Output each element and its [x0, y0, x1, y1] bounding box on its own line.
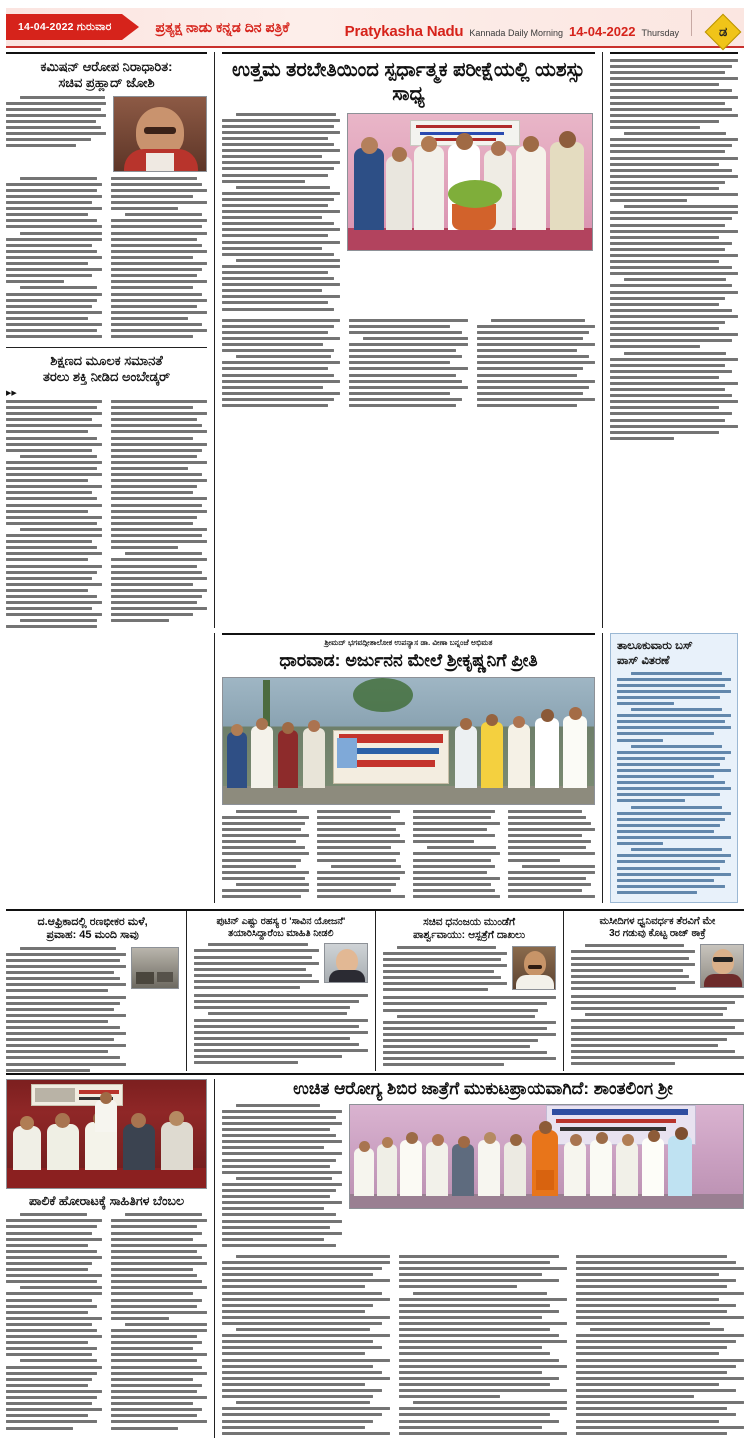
putin-headline-2: ತಯಾರಿಸಿದ್ದಾರೆಂಬ ಮಾಹಿತಿ ನೀಡಲಿ [228, 927, 334, 939]
divider [6, 52, 207, 54]
bottom-row [6, 1079, 744, 1438]
health-photo [349, 1104, 744, 1209]
lead-headline: ಉತ್ತಮ ತರಬೇತಿಯಿಂದ ಸ್ಪರ್ಧಾತ್ಮಕ ಪರೀಕ್ಷೆಯಲ್ಲಿ ಯಶಸ್ಸು ಸಾಧ್ಯ [232, 59, 585, 105]
middle-row [6, 633, 744, 903]
minister-headline-1: ಸಚಿವ ಧನಂಜಯ ಮುಂಡೆಗೆ [423, 915, 516, 928]
safrica-headline-1: ದ.ಆಫ್ರಿಕಾದಲ್ಲಿ ರಣಭೀಕರ ಮಳೆ, [37, 915, 148, 928]
mosque-text [571, 944, 695, 993]
lead-text-cols [222, 319, 595, 410]
mosque-text-cont [571, 995, 744, 1065]
buspass-box [610, 633, 738, 903]
mosque-headline-2: 3ರ ಗಡುವು ಕೊಟ್ಟ ರಾಜ್ ಠಾಕ್ರೆ [609, 928, 706, 940]
palike-headline: ಪಾಲಿಕೆ ಹೋರಾಟಕ್ಕೆ ಸಾಹಿತಿಗಳ ಬೆಂಬಲ [28, 1193, 185, 1208]
minister-text-cont [383, 996, 556, 1066]
story-lead [214, 52, 602, 628]
masthead-date-kannada: 14-04-2022 ಗುರುವಾರ [6, 14, 122, 40]
story-health [214, 1079, 744, 1438]
middle-left-spacer [6, 633, 214, 903]
commission-photo [113, 96, 207, 172]
story-safrica [6, 911, 186, 1071]
minister-photo [512, 946, 556, 990]
story-putin [186, 911, 374, 1071]
story-dharwad [214, 633, 602, 903]
buspass-text [617, 672, 731, 894]
lead-photo [347, 113, 593, 251]
top-row [6, 52, 744, 628]
commission-text-col-1 [6, 96, 106, 172]
masthead-tagline: Kannada Daily Morning [469, 27, 563, 38]
masthead-subtitle-kannada: ಪ್ರತ್ಯಕ್ಷ ನಾಡು ಕನ್ನಡ ದಿನ ಪತ್ರಿಕೆ [155, 18, 290, 35]
commission-text-cols [6, 177, 207, 342]
divider [222, 633, 595, 635]
newspaper-logo-icon [705, 13, 742, 50]
dharwad-headline: ಧಾರವಾಡ: ಅರ್ಜುನನ ಮೇಲೆ ಶ್ರೀಕೃಷ್ಣನಿಗೆ ಪ್ರೀತಿ [279, 650, 538, 671]
ambedkar-headline-2: ತರಲು ಶಕ್ತಿ ನೀಡಿದ ಅಂಬೇಡ್ಕರ್ [42, 369, 171, 385]
health-top-block [222, 1104, 744, 1250]
dharwad-text-cols [222, 810, 595, 901]
buspass-headline-1: ತಾಲೂಕುವಾರು ಬಸ್ [617, 640, 693, 653]
minister-headline-2: ಪಾರ್ಶ್ವವಾಯು: ಆಸ್ಪತ್ರೆಗೆ ದಾಖಲು [413, 928, 526, 941]
safrica-headline-2: ಪ್ರವಾಹ: 45 ಮಂದಿ ಸಾವು [46, 929, 139, 942]
divider [222, 52, 595, 54]
dharwad-kicker: ಶ್ರೀಮದ್ ಭಗವದ್ಗೀತಾಲೋಕ ಉಪನ್ಯಾಸ ಡಾ. ವೀಣಾ ಬನ್ನಂಜೆ ಅಭಿಮತ [324, 638, 493, 648]
putin-headline-1: ಪುಟಿನ್ ಎಷ್ಟು ರಹಸ್ಯ ರ 'ಸಾವಿನ ಯೋಜನೆ' [216, 915, 346, 927]
divider [6, 347, 207, 348]
story-palike [6, 1079, 214, 1438]
masthead-date-en: 14-04-2022 [568, 23, 636, 39]
safrica-text [6, 947, 126, 1075]
putin-photo [324, 943, 368, 983]
lead-continuation-text [610, 59, 738, 440]
story-ambedkar [6, 353, 207, 628]
masthead-right-group [345, 10, 744, 45]
minister-block [383, 946, 556, 995]
mosque-block [571, 944, 744, 993]
health-text-col-1 [222, 1104, 342, 1250]
safrica-block [6, 947, 179, 1075]
mosque-photo [700, 944, 744, 988]
story-buspass [602, 633, 738, 903]
story-minister [375, 911, 563, 1071]
dharwad-photo [222, 677, 595, 805]
page-body [0, 52, 750, 1438]
masthead-day-en: Thursday [641, 27, 679, 38]
commission-headline-1: ಕಮಿಷನ್ ಆರೋಪ ನಿರಾಧಾರಿತ: [40, 59, 173, 74]
safrica-photo [131, 947, 179, 989]
four-story-row [6, 911, 744, 1071]
ambedkar-headline-1: ಶಿಕ್ಷಣದ ಮೂಲಕ ಸಮಾನತೆ [50, 353, 163, 369]
health-headline: ಉಚಿತ ಆರೋಗ್ಯ ಶಿಬಿರ ಜಾತ್ರೆಗೆ ಮುಕುಟಪ್ರಾಯವಾಗಿದೆ: ಶಾಂತಲಿಂಗ ಶ್ರೀ [293, 1078, 673, 1098]
divider [610, 52, 738, 54]
logo-glyph: ಡ [718, 23, 728, 39]
masthead [6, 8, 744, 48]
health-text-cols [222, 1255, 744, 1438]
putin-text [194, 943, 318, 992]
palike-photo [6, 1079, 207, 1189]
putin-text-cont [194, 994, 367, 1064]
palike-text-cols [6, 1213, 207, 1432]
minister-text [383, 946, 507, 995]
story-commission [6, 52, 214, 628]
masthead-title-en: Pratykasha Nadu [344, 22, 464, 40]
masthead-divider [691, 10, 692, 36]
ambedkar-bullet-icon: ▶▶ [6, 389, 17, 397]
putin-block [194, 943, 367, 992]
commission-top-block [6, 96, 207, 172]
ambedkar-text-cols [6, 400, 207, 629]
buspass-headline-2: ಪಾಸ್ ವಿತರಣೆ [617, 654, 670, 667]
story-mosque [563, 911, 744, 1071]
lead-text-col-1 [222, 113, 340, 314]
commission-headline-2: ಸಚಿವ ಪ್ರಹ್ಲಾದ್ ಜೋಶಿ [58, 74, 155, 90]
lead-continuation-column [602, 52, 738, 628]
mosque-headline-1: ಮಸೀದಿಗಳ ಧ್ವನಿವರ್ಧಕ ತೆರವಿಗೆ ಮೇ [599, 915, 716, 927]
lead-top-block [222, 113, 595, 314]
